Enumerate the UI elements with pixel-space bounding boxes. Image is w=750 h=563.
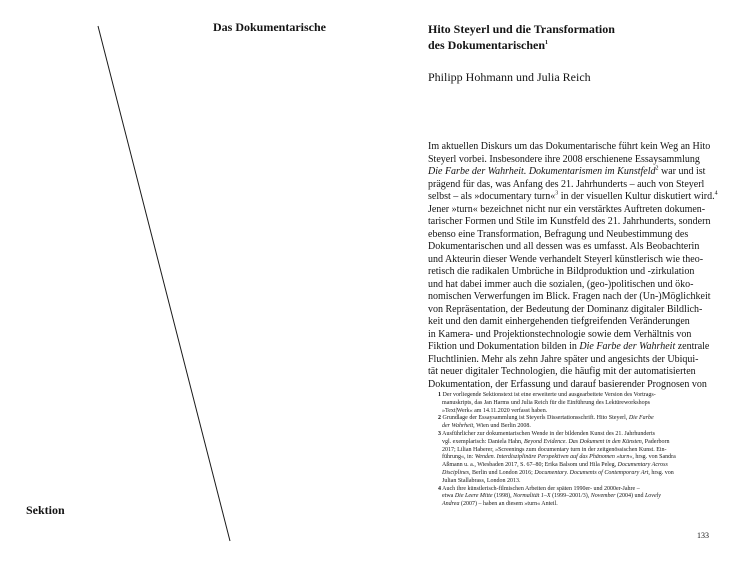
- footnotes: [438, 392, 738, 509]
- body-line: Die Farbe der Wahrheit. Dokumentarismen im Kunstfeld$^2$ war und ist: [428, 165, 706, 177]
- body-line: Jener »turn« bezeichnet nicht nur ein verstärktes Auftreten dokumen-: [428, 203, 706, 215]
- body-line: von Repräsentation, der Bedeutung der Dominanz digitaler Bildlich-: [428, 303, 703, 315]
- title-line: des Dokumentarischen$^1$: [428, 38, 549, 52]
- footnote-line: vgl. exemplarisch: Daniela Hahn, Beyond Evidence. Das Dokument in den Künsten, Paderborn: [442, 438, 670, 445]
- authors: Philipp Hohmann und Julia Reich: [428, 70, 591, 84]
- footnote-line: etwa Die Leere Mitte (1998), Normalität 1–X (1999–2001/3), November (2004) und Lovely: [442, 493, 661, 500]
- body-line: Im aktuellen Diskurs um das Dokumentarische führt kein Weg an Hito: [428, 141, 711, 152]
- body-line: Dokumentation, der Erfassung und darauf basierender Prognosen von: [428, 378, 707, 390]
- body-line: tarischer Formen und Stile im Kunstfeld des 21. Jahrhunderts, sondern: [428, 216, 711, 227]
- body-line: prägend für das, was Anfang des 21. Jahrhunderts – auch von Steyerl: [428, 178, 705, 190]
- footnote-line: Julian Stallabrass, London 2013.: [442, 477, 521, 484]
- footnote-line: 3 Ausführlicher zur dokumentarischen Wende in der bildenden Kunst des 21. Jahrhunderts: [438, 430, 656, 437]
- body-line: und Akteurin dieser Wende verhandelt Steyerl künstlerisch wie theo-: [428, 253, 704, 265]
- footnote-marker: 1: [545, 40, 549, 46]
- body-line: Fiktion und Dokumentation bilden in Die Farbe der Wahrheit zentrale: [428, 341, 710, 352]
- footnote-line: Andrea (2007) – haben an diesem »turn« Anteil.: [442, 501, 558, 508]
- page-number: 133: [697, 531, 709, 540]
- footnote-line: der Wahrheit, Wien und Berlin 2008.: [442, 423, 531, 430]
- footnote-line: Aßmann u. a., Wiesbaden 2017, S. 67–80; Erika Balsom und Hila Peleg, Documentary Across: [442, 462, 668, 469]
- footnote-marker: 3: [555, 190, 559, 197]
- body-line: retisch die radikalen Umbrüche in Bildproduktion und -zirkulation: [428, 266, 695, 277]
- footnote-number: 2: [438, 415, 441, 422]
- footnote-line: führung«, in: Wenden. Interdisziplinäre Perspektiven auf das Phänomen »turn«, hrsg. von Sandra: [442, 454, 676, 461]
- footnote-line: manuskripts, das Jan Harms und Julia Reich für die Einführung des Lektüreworkshops: [442, 399, 650, 406]
- footnote-number: 1: [438, 392, 441, 398]
- article-title: [428, 21, 728, 53]
- footnote-line: Disciplines, Berlin und London 2016; Documentary. Documents of Contemporary Art, hrsg. von: [442, 469, 674, 476]
- footnote-line: 2 Grundlage der Essaysammlung ist Steyerls Dissertationsschrift. Hito Steyerl, Die Farbe: [438, 415, 654, 422]
- footnote-line: 1 Der vorliegende Sektionstext ist eine erweiterte und ausgearbeitete Version des Vortrags-: [438, 392, 656, 398]
- body-line: tät neuer digitaler Technologien, die häufig mit der automatisierten: [428, 366, 696, 377]
- body-line: keit und den damit einhergehenden tiefgreifenden Veränderungen: [428, 316, 690, 327]
- footnote-marker: 2: [655, 165, 659, 172]
- body-line: selbst – als »documentary turn«$^3$ in der visuellen Kultur diskutiert wird.$^4$: [428, 190, 718, 202]
- footnote-number: 3: [438, 430, 441, 437]
- footnote-number: 4: [438, 485, 441, 492]
- footnote-line: 4 Auch ihre künstlerisch-filmischen Arbeiten der späten 1990er- und 2000er-Jahre –: [438, 485, 640, 492]
- body-line: Fluchtlinien. Mehr als zehn Jahre später und angesichts der Ubiqui-: [428, 353, 699, 365]
- body-text: [428, 141, 728, 391]
- section-header: Das Dokumentarische: [213, 20, 326, 34]
- body-line: ebenso eine Transformation, Befragung und Neubestimmung des: [428, 228, 689, 240]
- footnote-line: »Text|Werk« am 14.11.2020 verfasst haben.: [442, 407, 548, 414]
- body-line: Dokumentarischen und all dessen was es umfasst. Als Beobachterin: [428, 241, 700, 252]
- body-line: in Kamera- und Projektionstechnologie sowie dem Verhältnis von: [428, 328, 692, 340]
- body-line: Steyerl vorbei. Insbesondere ihre 2008 erschienene Essaysammlung: [428, 153, 700, 165]
- section-footer: Sektion: [26, 503, 65, 517]
- body-line: und hat dabei immer auch die sozialen, (geo-)politischen und öko-: [428, 278, 694, 290]
- footnote-line: 2017; Lilian Haberer, »Screenings zum documentary turn in der zeitgenössischen Kunst. Ein-: [442, 446, 667, 453]
- body-line: nomischen Verwerfungen im Blick. Fragen nach der (Un-)Möglichkeit: [428, 291, 711, 302]
- title-line: Hito Steyerl und die Transformation: [428, 22, 615, 36]
- footnote-marker: 4: [714, 190, 718, 197]
